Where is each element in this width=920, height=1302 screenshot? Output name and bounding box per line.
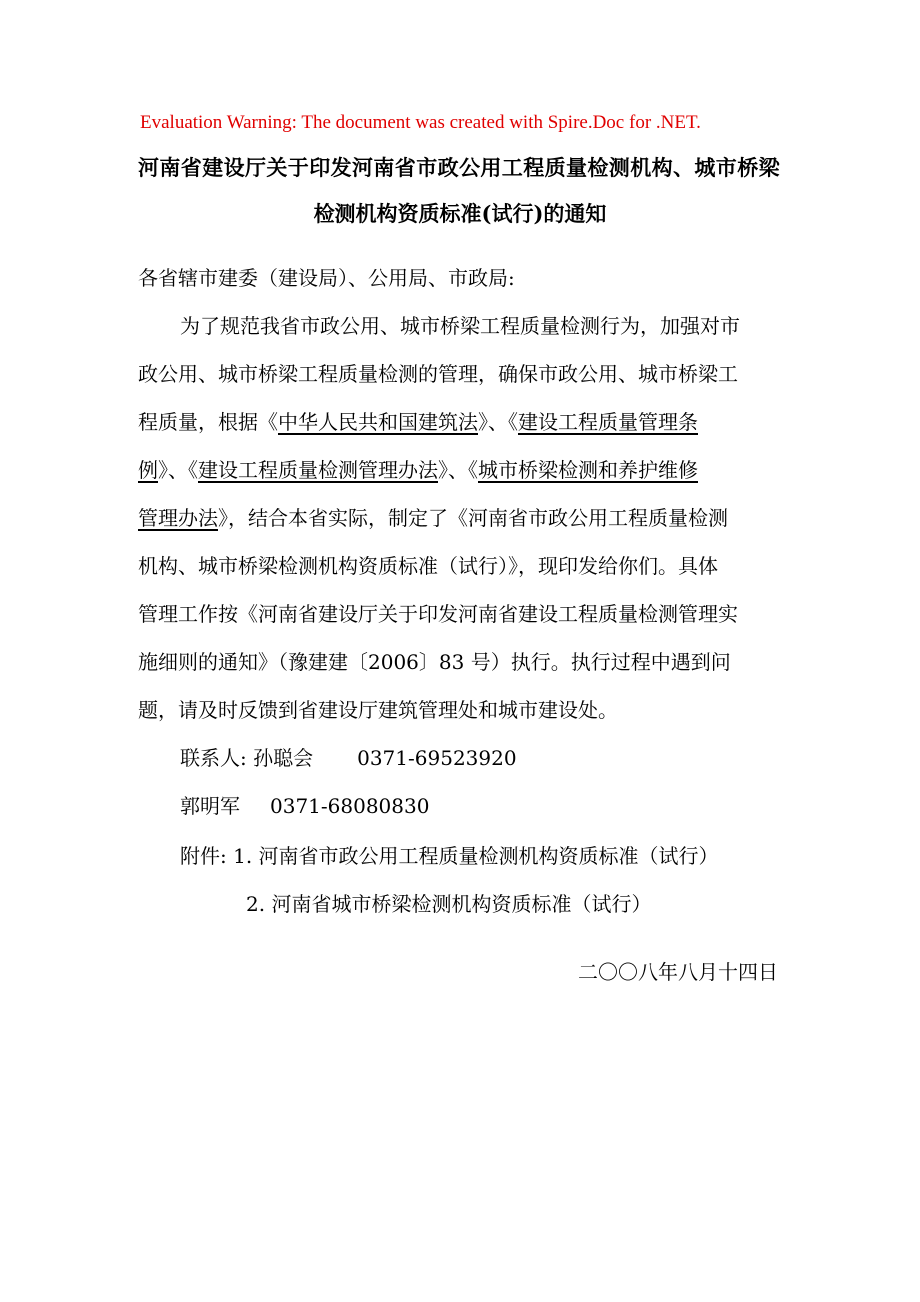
body-text: 》、《 [158, 458, 198, 482]
body-line-8: 施细则的通知》（豫建建〔2006〕83 号）执行。执行过程中遇到问 [138, 650, 731, 674]
contact-line-2 [180, 792, 824, 820]
body-line-4 [138, 456, 782, 484]
law-reference-link[interactable]: 建设工程质量检测管理办法 [198, 458, 438, 482]
contact-name: 孙聪会 [253, 746, 314, 770]
document-date: 二〇〇八年八月十四日 [578, 960, 778, 984]
salutation: 各省辖市建委（建设局）、公用局、市政局: [138, 266, 515, 290]
body-text: 程质量，根据《 [138, 410, 278, 434]
contact-label: 联系人: [180, 746, 247, 770]
body-line-9: 题，请及时反馈到省建设厅建筑管理处和城市建设处。 [138, 698, 618, 722]
attachment-line-1 [180, 842, 824, 870]
contact-phone: 0371-68080830 [270, 794, 430, 818]
law-reference-link[interactable]: 城市桥梁检测和养护维修 [478, 458, 698, 482]
body-line-6: 机构、城市桥梁检测机构资质标准（试行）》，现印发给你们。具体 [138, 554, 718, 578]
body-line-2: 政公用、城市桥梁工程质量检测的管理，确保市政公用、城市桥梁工 [138, 362, 738, 386]
body-line-7: 管理工作按《河南省建设厅关于印发河南省建设工程质量检测管理实 [138, 602, 738, 626]
body-text: 》、《 [438, 458, 478, 482]
contact-phone: 0371-69523920 [357, 746, 517, 770]
body-line-3 [138, 408, 782, 436]
law-reference-link[interactable]: 管理办法 [138, 506, 218, 530]
law-reference-link[interactable]: 中华人民共和国建筑法 [278, 410, 478, 434]
law-reference-link[interactable]: 例 [138, 458, 158, 482]
evaluation-warning: Evaluation Warning: The document was created with Spire.Doc for .NET. [140, 112, 701, 133]
attachment-item: 1. 河南省市政公用工程质量检测机构资质标准（试行） [233, 844, 719, 868]
contact-line-1 [180, 744, 824, 772]
document-title-line-2: 检测机构资质标准(试行)的通知 [313, 201, 607, 226]
document-title-line-1: 河南省建设厅关于印发河南省市政公用工程质量检测机构、城市桥梁 [138, 155, 780, 180]
contact-name: 郭明军 [180, 794, 240, 818]
law-reference-link[interactable]: 建设工程质量管理条 [518, 410, 698, 434]
attachment-line-2 [246, 890, 890, 918]
body-text: 》、《 [478, 410, 518, 434]
body-text: 》，结合本省实际，制定了《河南省市政公用工程质量检测 [218, 506, 728, 530]
attachment-label: 附件: [180, 844, 227, 868]
body-line-5 [138, 504, 782, 532]
attachment-item: 2. 河南省城市桥梁检测机构资质标准（试行） [246, 892, 652, 916]
body-line-1: 为了规范我省市政公用、城市桥梁工程质量检测行为，加强对市 [180, 314, 740, 338]
